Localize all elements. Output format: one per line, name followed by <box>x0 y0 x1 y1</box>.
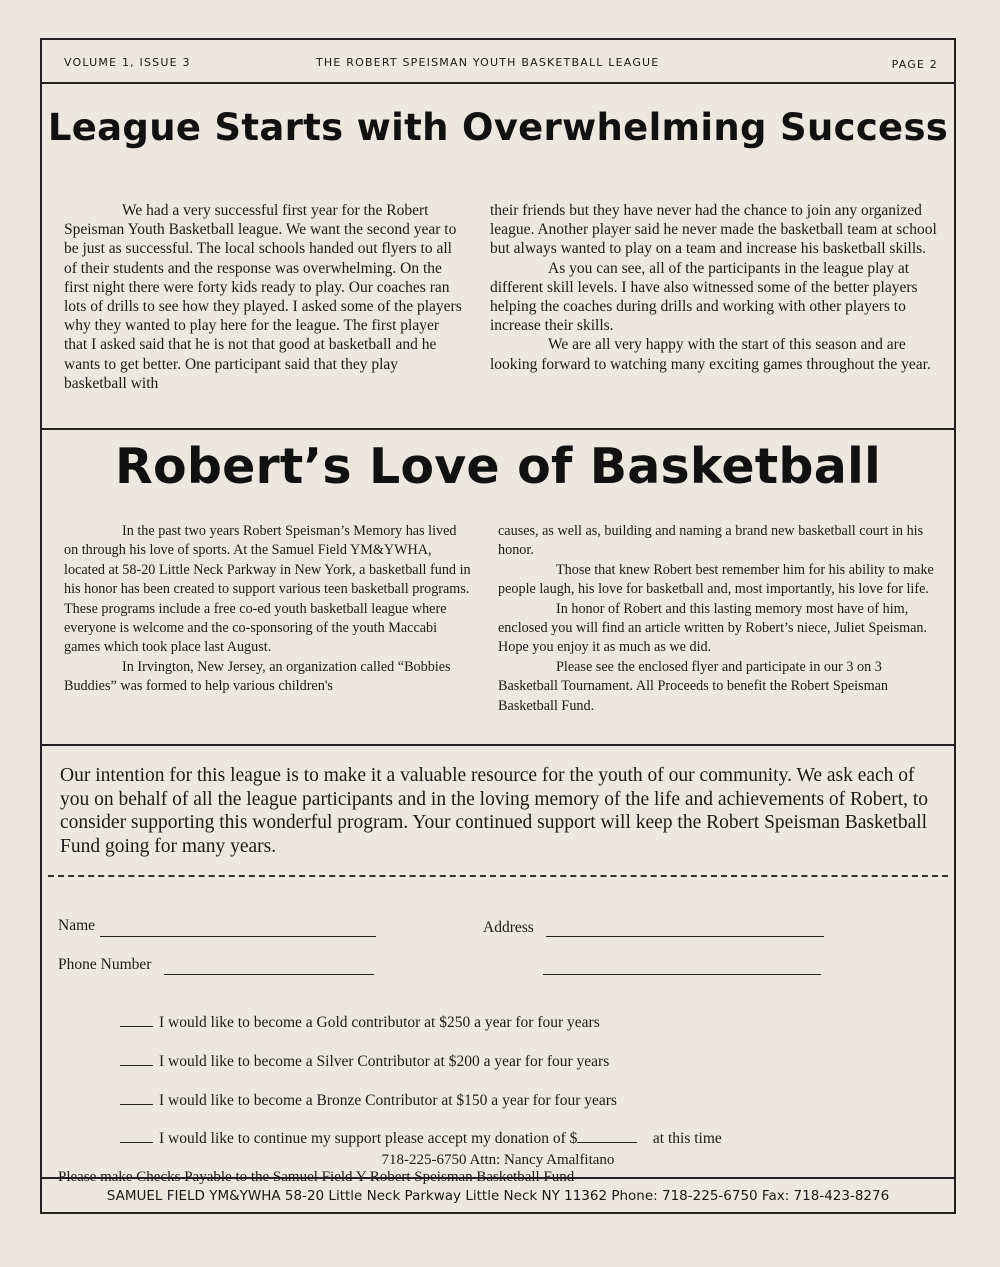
silver-checkbox-blank[interactable] <box>120 1065 153 1066</box>
newsletter-title: THE ROBERT SPEISMAN YOUTH BASKETBALL LEAGUE <box>316 56 660 69</box>
phone-field[interactable] <box>164 974 374 975</box>
paragraph: We are all very happy with the start of this season and are looking forward to watching many exciting games throughout the year. <box>490 336 931 373</box>
headline-league-success: League Starts with Overwhelming Success <box>47 106 949 149</box>
paragraph: causes, as well as, building and naming a brand new basketball court in his honor. <box>498 523 924 559</box>
article-roberts-love <box>42 430 954 746</box>
headline-roberts-love: Robert’s Love of Basketball <box>115 438 881 495</box>
option-bronze <box>120 1092 617 1110</box>
phone-label: Phone Number <box>58 956 152 973</box>
page-number: PAGE 2 <box>891 58 938 71</box>
page-header <box>42 40 954 84</box>
gold-checkbox-blank[interactable] <box>120 1026 153 1027</box>
donation-form <box>42 746 954 1185</box>
intent-statement: Our intention for this league is to make it a valuable resource for the youth of our community. We ask each of you on behalf of all the league participants and in the loving memory of the life and achievements of Robert, to consider supporting this wonderful program. Your continued support will keep the Robert Speisman Basketball Fund going for many years. <box>60 765 929 857</box>
contact-info: 718-225-6750 Attn: Nancy Amalfitano <box>381 1152 615 1168</box>
checks-payable-note: Please make Checks Payable to the Samuel Field Y Robert Speisman Basketball Fund <box>58 1169 575 1185</box>
option-text: I would like to continue my support please accept my donation of $ <box>159 1130 578 1147</box>
option-text-end: at this time <box>652 1130 722 1147</box>
newsletter-page <box>40 38 956 1214</box>
paragraph: We had a very successful first year for the Robert Speisman Youth Basketball league. We want the second year to be just as successful. The local schools handed out flyers to all of their students and the response was overwhelming. On the first night there were forty kids ready to play. Our coaches ran lots of drills to see how they played. I asked some of the players why they wanted to play here for the league. The first player that I asked said that he is not that good at basketball and he wants to get better. One participant said that they play basketball with <box>64 202 462 392</box>
paragraph: their friends but they have never had the chance to join any organized league. Another player said he never made the basketball team at school but always wanted to play on a team and increase his basketball skills. <box>490 202 937 258</box>
address-label: Address <box>483 919 534 936</box>
name-field[interactable] <box>100 936 376 937</box>
paragraph: Those that knew Robert best remember him for his ability to make people laugh, his love for basketball and, most importantly, his love for life. <box>498 561 934 598</box>
paragraph: Please see the enclosed flyer and participate in our 3 on 3 Basketball Tournament. All Proceeds to benefit the Robert Speisman Basketball Fund. <box>498 658 889 714</box>
article-league-success <box>42 82 954 430</box>
donation-amount-field[interactable] <box>577 1142 637 1143</box>
option-gold <box>120 1014 600 1032</box>
article2-column-left <box>64 522 472 697</box>
option-text: I would like to become a Gold contributor at $250 a year for four years <box>159 1014 600 1031</box>
option-continue <box>120 1130 722 1148</box>
cut-line <box>48 875 948 877</box>
address-field-line1[interactable] <box>546 936 824 937</box>
volume-issue: VOLUME 1, ISSUE 3 <box>64 56 191 69</box>
option-text: I would like to become a Silver Contributor at $200 a year for four years <box>159 1053 610 1070</box>
paragraph: As you can see, all of the participants in the league play at different skill levels. I have also witnessed some of the better players helping the coaches during drills and working with other players to increase their skills. <box>490 259 918 335</box>
paragraph: In Irvington, New Jersey, an organization called “Bobbies Buddies” was formed to help various children's <box>64 658 451 695</box>
article1-column-left <box>64 201 462 393</box>
article1-column-right <box>490 201 938 374</box>
page-footer: SAMUEL FIELD YM&YWHA 58-20 Little Neck Parkway Little Neck NY 11362 Phone: 718-225-6750 Fax: 718-423-8276 <box>106 1188 890 1204</box>
paragraph: In honor of Robert and this lasting memory most have of him, enclosed you will find an article written by Robert’s niece, Juliet Speisman. Hope you enjoy it as much as we did. <box>498 600 928 656</box>
option-text: I would like to become a Bronze Contributor at $150 a year for four years <box>159 1092 617 1109</box>
continue-checkbox-blank[interactable] <box>120 1142 153 1143</box>
address-field-line2[interactable] <box>543 974 821 975</box>
bronze-checkbox-blank[interactable] <box>120 1104 153 1105</box>
option-silver <box>120 1053 609 1071</box>
name-label: Name <box>58 917 96 934</box>
article2-column-right <box>498 522 938 716</box>
paragraph: In the past two years Robert Speisman’s Memory has lived on through his love of sports. At the Samuel Field YM&YWHA, located at 58-20 Little Neck Parkway in New York, a basketball fund in his honor has been created to support various teen basketball programs. These programs include a free co-ed youth basketball league where everyone is welcome and the co-sponsoring of the youth Maccabi games which took place last August. <box>64 523 471 656</box>
